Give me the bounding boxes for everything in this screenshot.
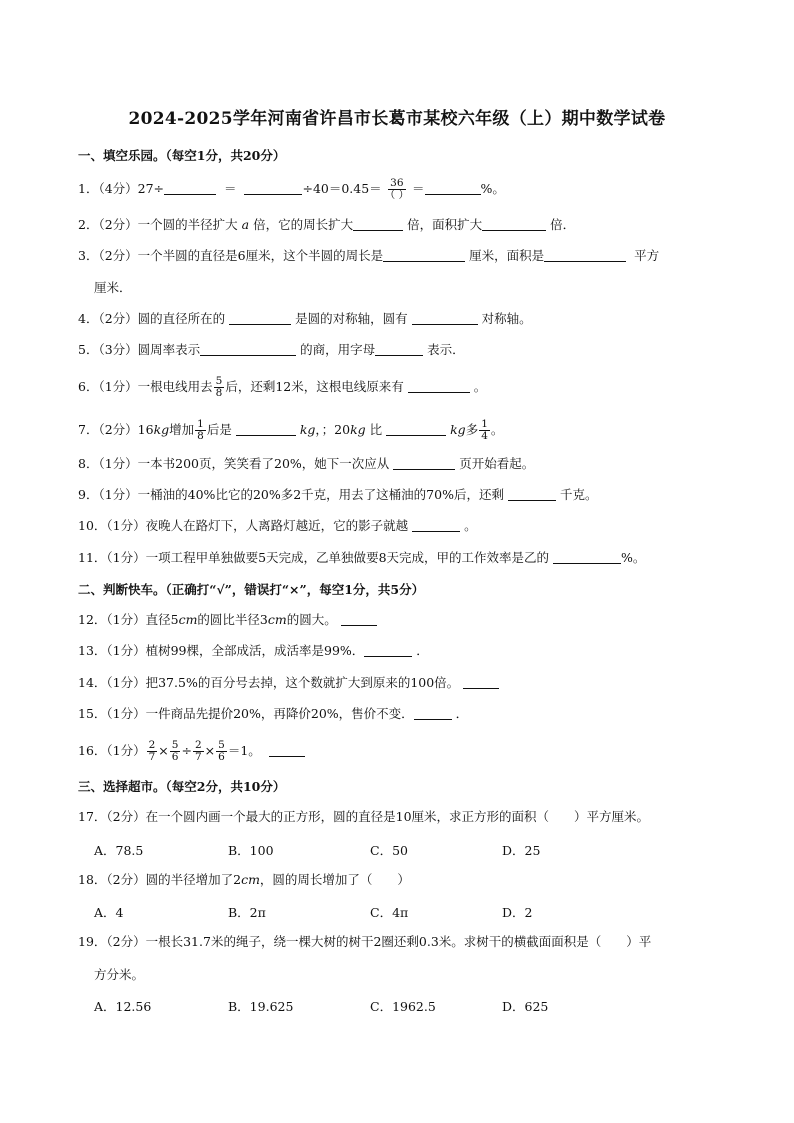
option-c[interactable]: C．50 [370, 843, 408, 858]
fraction: $\frac{36}{( )}$ [384, 177, 410, 201]
question-4: 4．（2分）圆的直径所在的 是圆的对称轴，圆有 对称轴。 [78, 311, 532, 326]
option-b[interactable]: B．2π [228, 905, 266, 920]
question-12: 12．（1分）直径5cm的圆比半径3cm的圆大。 [78, 611, 377, 629]
answer-blank[interactable] [269, 744, 305, 757]
option-a[interactable]: A．78.5 [94, 843, 144, 858]
answer-blank[interactable] [386, 423, 446, 436]
question-2: 2．（2分）一个圆的半径扩大 a 倍，它的周长扩大 倍，面积扩大 倍． [78, 217, 576, 232]
option-c[interactable]: C．4π [370, 905, 409, 920]
question-5: 5．（3分）圆周率表示 的商，用字母 表示． [78, 342, 465, 357]
question-8: 8．（1分）一本书200页，笑笑看了20%，她下一次应从 页开始看起。 [78, 456, 535, 471]
question-7: 7．（2分）16kg增加 $\frac{1}{8}$ 后是 kg，；20kg 比 kg多 $\frac{1}{4}$ 。 [78, 418, 504, 442]
question-17: 17．（2分）在一个圆内画一个最大的正方形，圆的直径是10厘米，求正方形的面积（ ）平方厘米。 [78, 809, 650, 824]
answer-blank[interactable] [393, 457, 455, 470]
answer-blank[interactable] [164, 182, 216, 195]
section-heading-judge: 二、判断快车。（正确打“√”，错误打“×”，每空1分，共5分） [78, 582, 425, 597]
fraction: $\frac{5}{6}$ [171, 739, 179, 763]
option-d[interactable]: D．25 [502, 843, 541, 858]
question-14: 14．（1分）把37.5%的百分号去掉，这个数就扩大到原来的100倍。 [78, 674, 499, 692]
question-16: 16．（1分） $\frac{2}{7}$ × $\frac{5}{6}$ ÷ $\frac{2}{7}$ × $\frac{5}{6}$ ＝1。 [78, 740, 305, 763]
answer-blank[interactable] [544, 249, 626, 262]
answer-blank[interactable] [353, 218, 403, 231]
option-a[interactable]: A．12.56 [94, 999, 152, 1014]
question-19: 19．（2分）一根长31.7米的绳子，绕一棵大树的树干2圈还剩0.3米。求树干的横截面面积是（ ）平 [78, 934, 652, 949]
question-3-continued: 厘米． [94, 280, 132, 295]
answer-blank[interactable] [341, 613, 377, 626]
question-9: 9．（1分）一桶油的40%比它的20%多2千克，用去了这桶油的70%后，还剩 千克。 [78, 487, 598, 502]
answer-blank[interactable] [236, 423, 296, 436]
answer-blank[interactable] [375, 343, 423, 356]
answer-blank[interactable] [408, 380, 470, 393]
answer-blank[interactable] [412, 519, 460, 532]
fraction: $\frac{2}{7}$ [148, 739, 156, 763]
fraction: $\frac{1}{4}$ [481, 418, 488, 442]
answer-blank[interactable] [364, 644, 412, 657]
fraction: $\frac{1}{8}$ [197, 418, 204, 442]
answer-blank[interactable] [383, 249, 465, 262]
question-1: 1．（4分）27÷ ＝ ÷40＝0.45＝ $\frac{36}{( )}$ ＝ %。 [78, 177, 505, 201]
option-d[interactable]: D．2 [502, 905, 533, 920]
option-d[interactable]: D．625 [502, 999, 549, 1014]
section-heading-choice: 三、选择超市。（每空2分，共10分） [78, 779, 286, 794]
fraction: $\frac{5}{6}$ [218, 739, 225, 763]
answer-blank[interactable] [200, 343, 296, 356]
question-3: 3．（2分）一个半圆的直径是6厘米，这个半圆的周长是 厘米，面积是 平方 [78, 248, 660, 263]
fraction: $\frac{5}{8}$ [215, 375, 223, 399]
option-b[interactable]: B．100 [228, 843, 274, 858]
answer-blank[interactable] [508, 488, 556, 501]
section-heading-fill: 一、填空乐园。（每空1分，共20分） [78, 148, 286, 163]
question-6: 6．（1分）一根电线用去 $\frac{5}{8}$ 后，还剩12米，这根电线原来有 。 [78, 375, 487, 399]
question-19-continued: 方分米。 [94, 967, 145, 982]
question-10: 10．（1分）夜晚人在路灯下，人离路灯越近，它的影子就越 。 [78, 518, 477, 533]
answer-blank[interactable] [244, 182, 302, 195]
question-13: 13．（1分）植树99棵，全部成活，成活率是99%． ． [78, 643, 429, 658]
fraction: $\frac{2}{7}$ [194, 739, 202, 763]
answer-blank[interactable] [463, 676, 499, 689]
answer-blank[interactable] [412, 312, 478, 325]
answer-blank[interactable] [482, 218, 546, 231]
question-15: 15．（1分）一件商品先提价20%，再降价20%，售价不变． ． [78, 706, 469, 721]
question-18: 18．（2分）圆的半径增加了2cm，圆的周长增加了（ ） [78, 872, 410, 887]
page-title: 2024-2025学年河南省许昌市长葛市某校六年级（上）期中数学试卷 [128, 109, 666, 129]
option-c[interactable]: C．1962.5 [370, 999, 436, 1014]
answer-blank[interactable] [229, 312, 291, 325]
option-b[interactable]: B．19.625 [228, 999, 294, 1014]
answer-blank[interactable] [553, 551, 621, 564]
answer-blank[interactable] [414, 707, 452, 720]
option-a[interactable]: A．4 [94, 905, 124, 920]
question-11: 11．（1分）一项工程甲单独做要5天完成，乙单独做要8天完成，甲的工作效率是乙的 %。 [78, 550, 646, 565]
answer-blank[interactable] [425, 182, 481, 195]
